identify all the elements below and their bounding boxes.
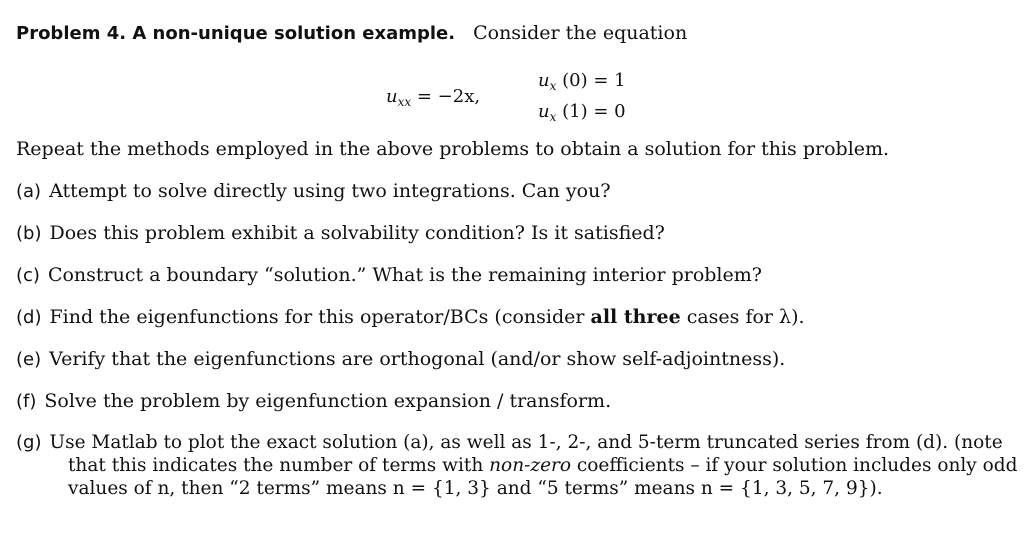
item-g-line1: Use Matlab to plot the exact solution (a), as well as 1-, 2-, and 5-term truncated series from (d). (note (49, 432, 1003, 453)
item-a-label: (a) (16, 181, 42, 202)
problem-lead: Consider the equation (473, 22, 688, 44)
equation-rhs: = −2x, (411, 86, 481, 107)
problem-heading: Problem 4. A non-unique solution example. (16, 23, 456, 44)
bc1-rest: (0) = 1 (556, 70, 626, 91)
item-c-text: Construct a boundary “solution.” What is the remaining interior problem? (47, 264, 762, 286)
boundary-condition-2: $u_x$ (1) = 0 (538, 101, 626, 124)
item-d-text-after: cases for λ). (680, 306, 805, 328)
item-c (16, 264, 762, 286)
item-f-text: Solve the problem by eigenfunction expansion / transform. (44, 390, 612, 412)
bc1-sub: x (549, 79, 557, 93)
item-g-line2-before: that this indicates the number of terms with (68, 455, 490, 476)
intro-paragraph: Repeat the methods employed in the above problems to obtain a solution for this problem. (16, 138, 890, 160)
item-g-line2-italic: non-zero (489, 455, 572, 476)
item-g-line3: values of n, then “2 terms” means n = {1, 3} and “5 terms” means n = {1, 3, 5, 7, 9}). (68, 478, 883, 499)
item-c-label: (c) (16, 265, 40, 286)
item-b (16, 222, 665, 244)
item-g-line2-after: coefficients – if your solution includes only odd (571, 455, 1018, 476)
item-a-text: Attempt to solve directly using two integrations. Can you? (49, 180, 611, 202)
item-g (16, 432, 1018, 499)
equation-lhs: u (386, 86, 398, 107)
item-g-line2 (16, 455, 1018, 476)
item-d-text-bold: all three (590, 306, 681, 328)
bc2-rest: (1) = 0 (556, 101, 626, 122)
equation-lhs-sub: xx (397, 95, 412, 109)
item-d-label: (d) (16, 307, 42, 328)
item-f-label: (f) (16, 391, 37, 412)
item-e-label: (e) (16, 349, 42, 370)
item-d-text-before: Find the eigenfunctions for this operator/BCs (consider (49, 306, 591, 328)
item-e-text: Verify that the eigenfunctions are orthogonal (and/or show self-adjointness). (49, 348, 786, 370)
item-f (16, 390, 611, 412)
item-b-text: Does this problem exhibit a solvability condition? Is it satisfied? (49, 222, 665, 244)
boundary-condition-1: $u_x$ (0) = 1 (538, 70, 626, 93)
problem-title-line (16, 22, 687, 44)
item-g-label: (g) (16, 432, 42, 453)
item-e (16, 348, 785, 370)
item-d (16, 306, 805, 328)
equation-main (386, 86, 480, 109)
item-a (16, 180, 611, 202)
bc2-sub: x (549, 110, 557, 124)
item-b-label: (b) (16, 223, 42, 244)
